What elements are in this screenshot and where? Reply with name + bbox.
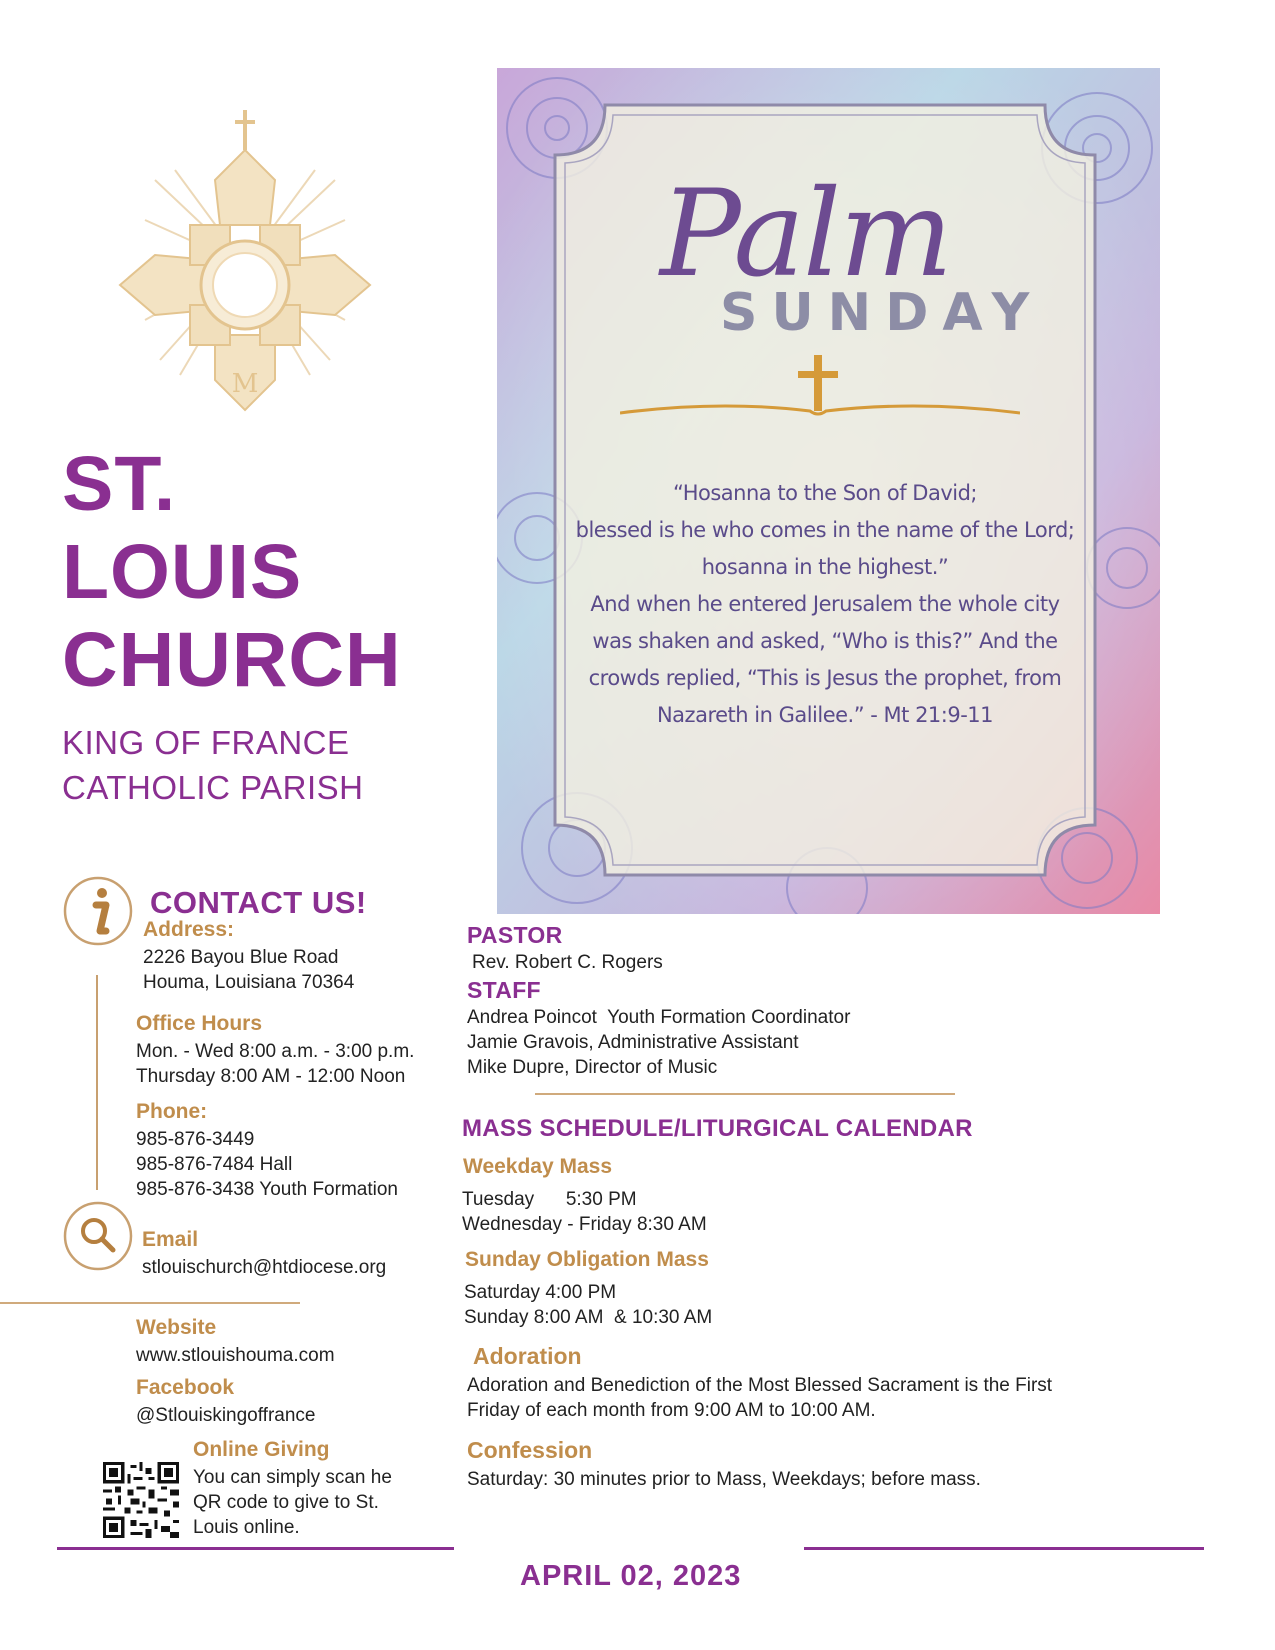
pastor-label: PASTOR	[467, 922, 563, 948]
pastor-name: Rev. Robert C. Rogers	[472, 952, 663, 973]
facebook-link[interactable]: @Stlouiskingoffrance	[136, 1405, 316, 1426]
giving-line: QR code to give to St.	[193, 1492, 379, 1513]
staff-line: Jamie Gravois, Administrative Assistant	[467, 1032, 799, 1053]
sunday-mass-times	[464, 1280, 712, 1330]
facebook-label: Facebook	[136, 1376, 235, 1399]
church-title	[62, 440, 402, 704]
staff-line: Andrea Poincot Youth Formation Coordinator	[467, 1007, 851, 1028]
staff-divider	[535, 1093, 955, 1095]
palm-heading: Palm	[660, 165, 952, 304]
info-icon	[62, 875, 134, 947]
scripture-verse	[560, 475, 1090, 734]
contact-title: CONTACT US!	[150, 885, 367, 920]
giving-line: You can simply scan he	[193, 1467, 392, 1488]
verse-line: “Hosanna to the Son of David;	[672, 481, 978, 505]
contact-divider	[0, 1302, 300, 1304]
adoration-line: Adoration and Benediction of the Most Blessed Sacrament is the First	[467, 1375, 1053, 1396]
qr-code-icon[interactable]	[103, 1462, 179, 1538]
subtitle-line: KING OF FRANCE	[62, 724, 350, 761]
verse-line: blessed is he who comes in the name of the Lord;	[575, 518, 1075, 542]
phone-block	[136, 1127, 398, 1202]
verse-line: was shaken and asked, “Who is this?” And the	[592, 629, 1058, 653]
title-line: CHURCH	[62, 617, 402, 703]
office-hours-line: Thursday 8:00 AM - 12:00 Noon	[136, 1066, 406, 1087]
office-hours-label: Office Hours	[136, 1012, 263, 1035]
adoration-label: Adoration	[473, 1343, 582, 1369]
staff-line: Mike Dupre, Director of Music	[467, 1057, 718, 1078]
weekday-line: Wednesday - Friday 8:30 AM	[462, 1214, 707, 1235]
footer-line-right	[804, 1547, 1204, 1550]
giving-line: Louis online.	[193, 1517, 300, 1538]
email-link[interactable]: stlouischurch@htdiocese.org	[142, 1257, 387, 1278]
sunday-line: Sunday 8:00 AM & 10:30 AM	[464, 1307, 713, 1328]
search-icon	[62, 1200, 134, 1272]
adoration-line: Friday of each month from 9:00 AM to 10:00 AM.	[467, 1400, 876, 1421]
website-link[interactable]: www.stlouishouma.com	[136, 1345, 335, 1366]
verse-line: And when he entered Jerusalem the whole city	[590, 592, 1060, 616]
verse-line: Nazareth in Galilee.” - Mt 21:9-11	[656, 703, 994, 727]
address-block	[143, 945, 354, 995]
staff-list	[467, 1005, 850, 1080]
verse-line: crowds replied, “This is Jesus the prophet, from	[588, 666, 1062, 690]
mass-schedule-title: MASS SCHEDULE/LITURGICAL CALENDAR	[462, 1115, 973, 1142]
confession-label: Confession	[467, 1437, 593, 1463]
confession-text: Saturday: 30 minutes prior to Mass, Weekdays; before mass.	[467, 1469, 981, 1490]
verse-line: hosanna in the highest.”	[701, 555, 949, 579]
title-line: LOUIS	[62, 529, 303, 615]
phone-line: 985-876-3449	[136, 1129, 255, 1150]
parish-subtitle	[62, 720, 364, 810]
monstrance-logo-icon	[115, 110, 375, 430]
office-hours-block	[136, 1039, 414, 1089]
website-label: Website	[136, 1316, 217, 1339]
address-label: Address:	[143, 918, 235, 941]
phone-line: 985-876-3438 Youth Formation	[136, 1179, 398, 1200]
weekday-line: Tuesday 5:30 PM	[462, 1189, 637, 1210]
online-giving-text	[193, 1465, 392, 1540]
online-giving-label: Online Giving	[193, 1438, 330, 1461]
footer-line-left	[57, 1547, 454, 1550]
cross-icon	[620, 355, 1020, 425]
office-hours-line: Mon. - Wed 8:00 a.m. - 3:00 p.m.	[136, 1041, 415, 1062]
sunday-line: Saturday 4:00 PM	[464, 1282, 617, 1303]
bulletin-date: APRIL 02, 2023	[520, 1560, 742, 1592]
phone-line: 985-876-7484 Hall	[136, 1154, 293, 1175]
weekday-mass-times	[462, 1187, 707, 1237]
address-line: Houma, Louisiana 70364	[143, 972, 355, 993]
contact-divider-vertical	[96, 975, 98, 1190]
subtitle-line: CATHOLIC PARISH	[62, 769, 364, 806]
phone-label: Phone:	[136, 1100, 208, 1123]
weekday-mass-label: Weekday Mass	[463, 1155, 613, 1178]
adoration-text	[467, 1373, 1052, 1423]
sunday-mass-label: Sunday Obligation Mass	[465, 1248, 709, 1271]
address-line: 2226 Bayou Blue Road	[143, 947, 339, 968]
title-line: ST.	[62, 441, 177, 527]
svg-text:M: M	[231, 369, 259, 399]
email-label: Email	[142, 1228, 199, 1251]
sunday-heading: SUNDAY	[720, 283, 1044, 343]
staff-label: STAFF	[467, 977, 541, 1003]
